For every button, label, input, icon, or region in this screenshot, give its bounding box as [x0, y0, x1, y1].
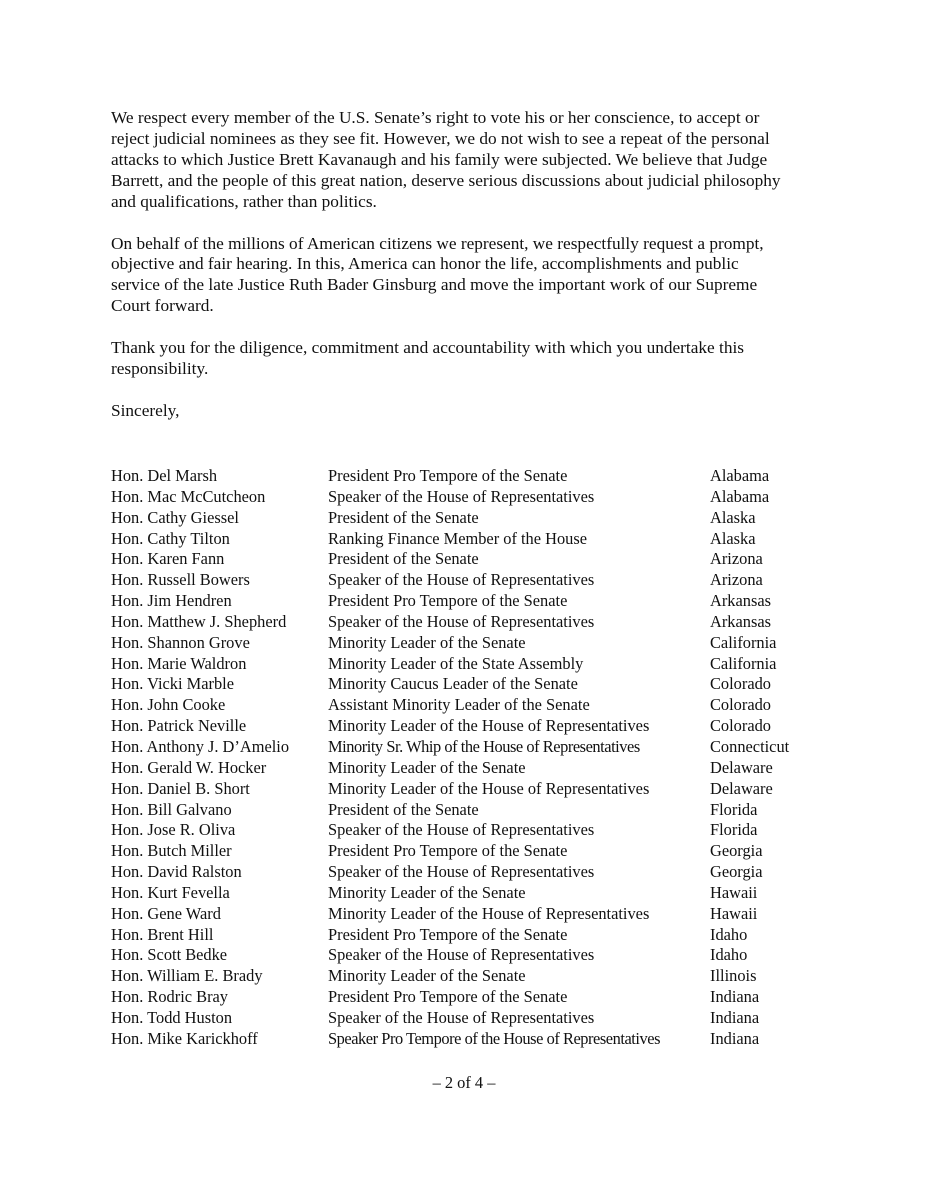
paragraph-senate-conscience — [111, 108, 831, 213]
signatory-state: Delaware — [710, 757, 773, 777]
signatory-row — [111, 508, 811, 529]
signatory-title: President Pro Tempore of the Senate — [328, 924, 568, 944]
signatory-name: Hon. Daniel B. Short — [111, 778, 250, 798]
signatory-state: Alaska — [710, 528, 756, 548]
signatory-name: Hon. William E. Brady — [111, 966, 263, 986]
signatory-title: Minority Leader of the House of Representatives — [328, 778, 650, 798]
signatory-title: Ranking Finance Member of the House — [328, 528, 588, 548]
signatory-name: Hon. Anthony J. D’Amelio — [111, 736, 290, 756]
signatory-row — [111, 904, 811, 925]
signatory-row — [111, 674, 811, 695]
signatory-title: President Pro Tempore of the Senate — [328, 987, 568, 1007]
signatory-state: Illinois — [710, 966, 757, 986]
signatory-name: Hon. Bill Galvano — [111, 799, 232, 819]
signatory-title: Minority Sr. Whip of the House of Representatives — [328, 736, 640, 756]
signatory-row — [111, 1008, 811, 1029]
signatory-title: Assistant Minority Leader of the Senate — [328, 695, 590, 715]
signatory-state: Florida — [710, 820, 758, 840]
signatory-name: Hon. Gene Ward — [111, 903, 221, 923]
signatory-state: Alaska — [710, 507, 756, 527]
signatory-row — [111, 716, 811, 737]
signatory-title: Speaker of the House of Representatives — [328, 570, 595, 590]
signatory-title: Speaker of the House of Representatives — [328, 945, 595, 965]
signatory-name: Hon. Cathy Tilton — [111, 528, 230, 548]
signatory-title: President of the Senate — [328, 799, 479, 819]
signatory-row — [111, 654, 811, 675]
text-line: On behalf of the millions of American citizens we represent, we respectfully request a prompt, — [111, 233, 764, 253]
signatory-state: Indiana — [710, 987, 760, 1007]
signatory-row — [111, 966, 811, 987]
signatory-row — [111, 820, 811, 841]
signatory-row — [111, 529, 811, 550]
signatory-row — [111, 862, 811, 883]
signatory-state: Delaware — [710, 778, 773, 798]
signatory-state: Arkansas — [710, 591, 771, 611]
signatory-state: Indiana — [710, 1007, 760, 1027]
signatory-name: Hon. Kurt Fevella — [111, 882, 230, 902]
signatory-name: Hon. Matthew J. Shepherd — [111, 611, 287, 631]
signatory-name: Hon. Gerald W. Hocker — [111, 757, 267, 777]
signatory-name: Hon. David Ralston — [111, 862, 242, 882]
signatory-title: Minority Leader of the State Assembly — [328, 653, 584, 673]
signatory-title: Minority Leader of the House of Representatives — [328, 903, 650, 923]
text-line: attacks to which Justice Brett Kavanaugh and his family were subjected. We believe that Judge — [111, 149, 768, 169]
signatory-name: Hon. Jose R. Oliva — [111, 820, 236, 840]
signatory-state: Indiana — [710, 1028, 760, 1048]
signatory-name: Hon. Del Marsh — [111, 466, 218, 485]
signatory-state: Arkansas — [710, 611, 771, 631]
signatory-state: Georgia — [710, 862, 763, 882]
signatory-row — [111, 758, 811, 779]
signatory-state: Alabama — [710, 486, 770, 506]
signatory-row — [111, 570, 811, 591]
signatory-row — [111, 883, 811, 904]
signatory-state: Alabama — [710, 466, 770, 485]
signatory-name: Hon. Marie Waldron — [111, 653, 247, 673]
text-line: responsibility. — [111, 359, 209, 379]
signatory-title: Speaker Pro Tempore of the House of Representatives — [328, 1028, 660, 1048]
letter-body — [111, 108, 831, 422]
signatory-state: Idaho — [710, 924, 748, 944]
signatory-name: Hon. Shannon Grove — [111, 632, 250, 652]
signatory-row — [111, 695, 811, 716]
text-line: We respect every member of the U.S. Senate’s right to vote his or her conscience, to accept or — [111, 108, 760, 127]
signatory-title: President Pro Tempore of the Senate — [328, 591, 568, 611]
signatory-name: Hon. Russell Bowers — [111, 570, 250, 590]
signatory-state: California — [710, 653, 777, 673]
signatory-state: Florida — [710, 799, 758, 819]
signatory-title: President of the Senate — [328, 507, 479, 527]
signatory-row — [111, 737, 811, 758]
signatory-state: Arizona — [710, 570, 763, 590]
signatory-title: Minority Leader of the House of Representatives — [328, 716, 650, 736]
signatory-title: Minority Caucus Leader of the Senate — [328, 674, 578, 694]
signatory-row — [111, 800, 811, 821]
signatory-state: Arizona — [710, 549, 763, 569]
signatory-state: Hawaii — [710, 903, 758, 923]
signatory-title: Speaker of the House of Representatives — [328, 611, 595, 631]
signatory-title: Speaker of the House of Representatives — [328, 820, 595, 840]
text-line: Barrett, and the people of this great nation, deserve serious discussions about judicial philosophy — [111, 170, 781, 190]
signatory-name: Hon. Jim Hendren — [111, 591, 232, 611]
signatory-title: Minority Leader of the Senate — [328, 632, 526, 652]
signatory-state: Georgia — [710, 841, 763, 861]
signatory-title: President Pro Tempore of the Senate — [328, 841, 568, 861]
text-line: Thank you for the diligence, commitment and accountability with which you undertake this — [111, 338, 745, 358]
signatory-title: Speaker of the House of Representatives — [328, 486, 595, 506]
signatory-title: President of the Senate — [328, 549, 479, 569]
signatory-state: California — [710, 632, 777, 652]
page-number: – 2 of 4 – — [432, 1073, 496, 1092]
paragraph-thank-you — [111, 338, 831, 380]
signatory-name: Hon. Patrick Neville — [111, 716, 247, 736]
signatory-row — [111, 549, 811, 570]
signatory-title: Speaker of the House of Representatives — [328, 862, 595, 882]
signatory-title: Minority Leader of the Senate — [328, 757, 526, 777]
signatory-state: Connecticut — [710, 736, 790, 756]
signatory-row — [111, 987, 811, 1008]
signatory-row — [111, 945, 811, 966]
signatory-title: Speaker of the House of Representatives — [328, 1007, 595, 1027]
signatory-state: Idaho — [710, 945, 748, 965]
signatory-row — [111, 633, 811, 654]
signatory-row — [111, 466, 811, 487]
signatory-name: Hon. Brent Hill — [111, 924, 214, 944]
signatory-title: President Pro Tempore of the Senate — [328, 466, 568, 485]
signatory-row — [111, 612, 811, 633]
text-line: reject judicial nominees as they see fit. However, we do not wish to see a repeat of the personal — [111, 128, 770, 148]
text-line: Court forward. — [111, 296, 214, 316]
signatory-row — [111, 591, 811, 612]
signatory-name: Hon. Todd Huston — [111, 1007, 233, 1027]
signatories-table — [111, 466, 811, 1050]
text-line: service of the late Justice Ruth Bader Ginsburg and move the important work of our Supreme — [111, 275, 758, 295]
text-line: and qualifications, rather than politics. — [111, 191, 377, 211]
signatory-name: Hon. Rodric Bray — [111, 987, 228, 1007]
signatory-name: Hon. Karen Fann — [111, 549, 225, 569]
closing-salutation: Sincerely, — [111, 400, 180, 420]
signatory-row — [111, 779, 811, 800]
signatory-name: Hon. Vicki Marble — [111, 674, 234, 694]
signatory-row — [111, 925, 811, 946]
signatory-name: Hon. John Cooke — [111, 695, 226, 715]
paragraph-hearing-request — [111, 234, 831, 318]
signatory-name: Hon. Mac McCutcheon — [111, 486, 266, 506]
signatory-state: Colorado — [710, 674, 772, 694]
signatory-title: Minority Leader of the Senate — [328, 966, 526, 986]
signatory-row — [111, 841, 811, 862]
signatory-name: Hon. Mike Karickhoff — [111, 1028, 258, 1048]
signatory-row — [111, 487, 811, 508]
signatory-state: Colorado — [710, 695, 772, 715]
signatory-name: Hon. Scott Bedke — [111, 945, 228, 965]
text-line: objective and fair hearing. In this, America can honor the life, accomplishments and public — [111, 254, 739, 274]
signatory-state: Colorado — [710, 716, 772, 736]
signatory-name: Hon. Cathy Giessel — [111, 507, 239, 527]
signatory-row — [111, 1029, 811, 1050]
signatory-title: Minority Leader of the Senate — [328, 882, 526, 902]
signatory-state: Hawaii — [710, 882, 758, 902]
signatory-name: Hon. Butch Miller — [111, 841, 232, 861]
